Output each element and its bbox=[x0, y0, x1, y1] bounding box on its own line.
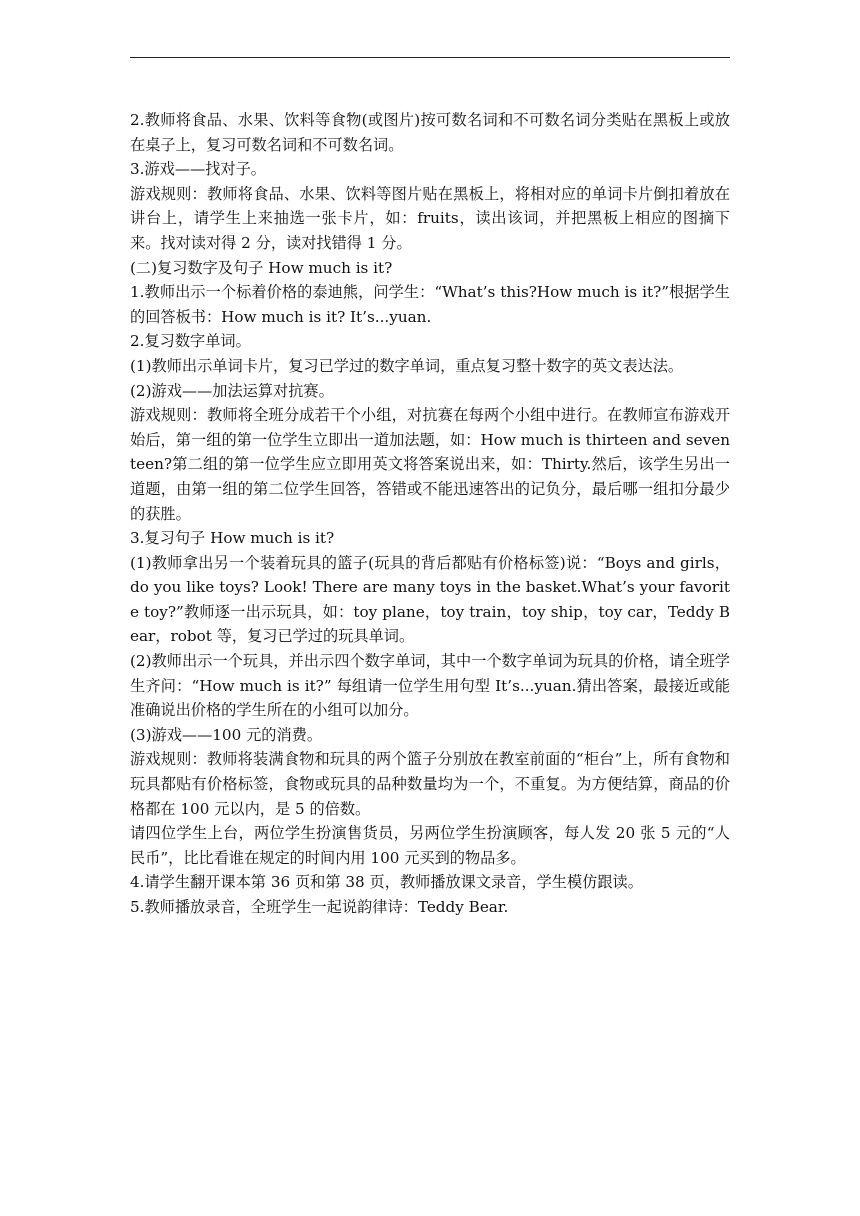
document-body bbox=[130, 108, 730, 920]
paragraph-review-numbers: 2.复习数字单词。 bbox=[130, 332, 251, 351]
paragraph-shopping-game: (3)游戏——100 元的消费。 bbox=[130, 725, 323, 744]
section-heading-numbers: (二)复习数字及句子 How much is it? bbox=[130, 258, 393, 277]
paragraph-number-cards: (1)教师出示单词卡片，复习已学过的数字单词，重点复习整十数字的英文表达法。 bbox=[130, 356, 684, 375]
paragraph-chant: 5.教师播放录音，全班学生一起说韵律诗：Teddy Bear. bbox=[130, 898, 509, 916]
paragraph-addition-game: (2)游戏——加法运算对抗赛。 bbox=[130, 381, 334, 400]
paragraph-addition-game-rules: 游戏规则：教师将全班分成若干个小组，对抗赛在每两个小组中进行。在教师宣布游戏开始后，第一组的第一位学生立即出一道加法题，如：How much is thirteen and seventeen?第二组的第一位学生应立即用英文将答案说出来，如：Thirty.然后，该学生另出一道题，由第一组的第二位学生回答，答错或不能迅速答出的记负分，最后哪一组扣分最少的获胜。 bbox=[130, 406, 730, 523]
paragraph-guess-price: (2)教师出示一个玩具，并出示四个数字单词，其中一个数字单词为玩具的价格，请全班学生齐问：“How much is it?” 每组请一位学生用句型 It’s...yuan.猜出答案，最接近或能准确说出价格的学生所在的小组可以加分。 bbox=[130, 652, 730, 720]
paragraph-role-play: 请四位学生上台，两位学生扮演售货员，另两位学生扮演顾客，每人发 20 张 5 元的“人民币”，比比看谁在规定的时间内用 100 元买到的物品多。 bbox=[130, 824, 730, 867]
paragraph-step-3-heading: 3.游戏——找对子。 bbox=[130, 160, 266, 179]
paragraph-shopping-game-rules: 游戏规则：教师将装满食物和玩具的两个篮子分别放在教室前面的“柜台”上，所有食物和玩具都贴有价格标签，食物或玩具的品种数量均为一个，不重复。为方便结算，商品的价格都在 100 元以内，是 5 的倍数。 bbox=[130, 750, 730, 818]
paragraph-step-2: 2.教师将食品、水果、饮料等食物(或图片)按可数名词和不可数名词分类贴在黑板上或放在桌子上，复习可数名词和不可数名词。 bbox=[130, 111, 730, 154]
paragraph-teddy-bear-question: 1.教师出示一个标着价格的泰迪熊，问学生：“What’s this?How much is it?”根据学生的回答板书：How much is it? It’s...yuan. bbox=[130, 283, 730, 326]
paragraph-textbook-pages: 4.请学生翻开课本第 36 页和第 38 页，教师播放课文录音，学生模仿跟读。 bbox=[130, 873, 643, 892]
paragraph-review-sentence: 3.复习句子 How much is it? bbox=[130, 529, 335, 548]
paragraph-pairing-game-rules: 游戏规则：教师将食品、水果、饮料等图片贴在黑板上，将相对应的单词卡片倒扣着放在讲台上，请学生上来抽选一张卡片，如：fruits，读出该词，并把黑板上相应的图摘下来。找对读对得 2 分，读对找错得 1 分。 bbox=[130, 184, 730, 252]
header-rule bbox=[130, 57, 730, 58]
paragraph-toy-basket: (1)教师拿出另一个装着玩具的篮子(玩具的背后都贴有价格标签)说：“Boys and girls，do you like toys? Look! There are many toys in the basket.What’s your favorite toy?”教师逐一出示玩具，如：toy plane，toy train，toy ship，toy car，Teddy Bear，robot 等，复习已学过的玩具单词。 bbox=[130, 553, 730, 646]
